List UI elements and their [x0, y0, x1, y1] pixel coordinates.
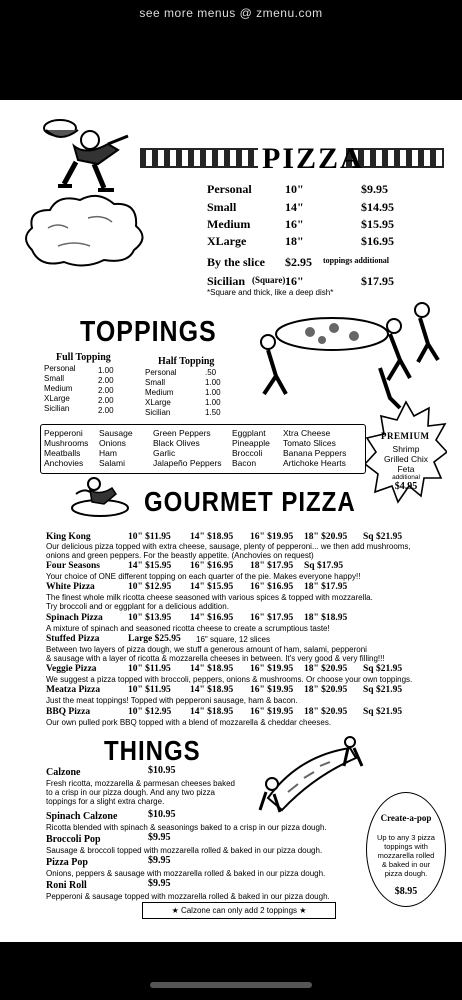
things-item-pizza-pop: Pizza Pop [46, 857, 88, 868]
gourmet-item-meatza-pizza: Meatza Pizza [46, 685, 101, 695]
create-a-pop-oval [366, 792, 446, 907]
toppings-list-box [40, 424, 366, 474]
chef-cartoon-icon [38, 114, 130, 196]
premium-items: Shrimp Grilled Chix Feta additional $4.95 [384, 444, 428, 492]
gourmet-item-stuffed-pizza: Stuffed Pizza [46, 634, 100, 644]
home-indicator[interactable] [150, 982, 312, 988]
toppings-column: Green Peppers Black Olives Garlic Jalapeño Peppers [153, 428, 222, 468]
create-a-pop-price: $8.95 [394, 886, 418, 897]
toppings-column: Xtra Cheese Tomato Slices Banana Peppers Artichoke Hearts [283, 428, 347, 468]
things-item-roni-roll: Roni Roll [46, 880, 87, 891]
full-topping-heading: Full Topping [56, 352, 111, 363]
cloud-icon [18, 188, 150, 270]
gourmet-item-bbq-pizza: BBQ Pizza [46, 707, 91, 717]
toppings-title: TOPPINGS [80, 315, 217, 349]
site-link[interactable]: see more menus @ zmenu.com [139, 6, 323, 20]
full-topping-table: Personal 1.00 Small 2.00 Medium 2.00 XLarge 2.00 Sicilian 2.00 [44, 364, 114, 415]
toppings-column: Sausage Onions Ham Salami [99, 428, 133, 468]
bottom-bar [0, 942, 462, 1000]
create-a-pop-desc: Up to any 3 pizza toppings with mozzarella rolled & baked in our pizza dough. [377, 833, 435, 878]
half-topping-heading: Half Topping [158, 356, 215, 367]
things-item-calzone: Calzone [46, 767, 81, 778]
half-topping-table: Personal .50 Small 1.00 Medium 1.00 XLarge 1.00 Sicilian 1.50 [145, 368, 221, 417]
pizza-title: PIZZA [262, 142, 364, 175]
create-a-pop-title: Create-a-pop [380, 813, 432, 823]
top-bar [0, 0, 462, 100]
premium-title: PREMIUM [381, 431, 430, 441]
calzone-cartoon-icon [258, 736, 364, 816]
things-title: THINGS [104, 735, 201, 767]
gourmet-item-white-pizza: White Pizza [46, 582, 95, 592]
checker-banner-left [140, 148, 258, 168]
toppings-column: Eggplant Pineapple Broccoli Bacon [232, 428, 270, 468]
gourmet-item-spinach-pizza: Spinach Pizza [46, 613, 103, 623]
things-item-spinach-calzone: Spinach Calzone [46, 811, 118, 822]
gourmet-item-four-seasons: Four Seasons [46, 561, 100, 571]
gourmet-item-king-kong: King Kong [46, 532, 91, 542]
chef-on-pizza-icon [70, 474, 132, 518]
gourmet-item-veggie-pizza: Veggie Pizza [46, 664, 97, 674]
menu-page: PIZZA Personal 10" $9.95 Small 14" $14.95 Medium 16" $15.95 XLarge 18" $16.95 By the slice $2.95 toppings additional Sicilian (Square) 16" $17.95 *Square and thick, like a deep dish* TOPPINGS Full Topping Personal 1.00 Small 2.00 Medium 2.00 XLarge 2.00 Sicilian 2.00 Half Topping Personal .50 Small 1.00 Medium 1.00 XLarge 1.00 Sicilian 1.50 Pepperoni Mushrooms Meatballs Anchovies Sausage Onions Ham Salami Green Peppers Black Olives Garlic Jalapeño Peppers Eggplant Pineapple Broccoli Bacon Xtra Cheese Tomato Slices Banana Peppers Artichoke Hearts PREMIUM Shrimp Grilled Chix Feta additional $4.95 GOURMET PIZZA King Kong 10" $11.95 14" $18.95 16" $19.95 18" $20.95 Sq $21.95 Our delicious pizza topped with extra cheese, sausage, plenty of pepperoni... we then add mushrooms, onions and green peppers. For the beastly appetite. (Anchovies on request) Four Seasons 14" $15.95 16" $16.95 18" $17.95 Sq $17.95 Your choice of ONE different topping on each quarter of the pie. Makes everyone happy!! White Pizza 10" $12.95 14" $15.95 16" $16.95 18" $17.95 The finest whole milk ricotta cheese seasoned with various spices & topped with mozzarella. Try broccoli and or eggplant for a delicious addition. Spinach Pizza 10" $13.95 14" $16.95 16" $17.95 18" $18.95 A mixture of spinach and seasoned ricotta cheese to create a scrumptious taste! Stuffed Pizza Large $25.95 16" square, 12 slices Between two layers of pizza dough, we stuff a generous amount of ham, salami, pepperoni & sausage with a layer of ricotta & mozzarella cheeses in between. It's very good & very filling!!! Veggie Pizza 10" $11.95 14" $18.95 16" $19.95 18" $20.95 Sq $21.95 We suggest a pizza topped with broccoli, peppers, onions & mushrooms. Or choose your own toppings. Meatza Pizza 10" $11.95 14" $18.95 16" $19.95 18" $20.95 Sq $21.95 Just the meat toppings! Topped with pepperoni sausage, ham & bacon. BBQ Pizza 10" $12.95 14" $18.95 16" $19.95 18" $20.95 Sq $21.95 Our own pulled pork BBQ topped with a blend of mozzarella & cheddar cheeses. THINGS Calzone $10.95 Fresh ricotta, mozzarella & parmesan cheeses baked to a crisp in our pizza dough. And any two pizza toppings for a slight extra charge. Spinach Calzone $10.95 Ricotta blended with spinach & seasonings baked to a crisp in our pizza dough. Broccoli Pop $9.95 Sausage & broccoli topped with mozzarella rolled & baked in our pizza dough. Pizza Pop $9.95 Onions, peppers & sausage with mozzarella rolled & baked in our pizza dough. Roni Roll $9.95 Pepperoni & sausage topped with mozzarella rolled & baked in our pizza dough. ★ Calzone can only add 2 toppings ★ Create-a-pop Up to any 3 pizza toppings with mozzarella rolled & baked in our pizza dough. $8.95 [0, 100, 462, 942]
calzone-toppings-note: ★ Calzone can only add 2 toppings ★ [142, 902, 336, 919]
toppings-column: Pepperoni Mushrooms Meatballs Anchovies [44, 428, 89, 468]
gourmet-title: GOURMET PIZZA [144, 486, 356, 518]
pizza-carriers-illustration [250, 298, 450, 410]
sicilian-note: *Square and thick, like a deep dish* [207, 288, 334, 297]
things-item-broccoli-pop: Broccoli Pop [46, 834, 101, 845]
